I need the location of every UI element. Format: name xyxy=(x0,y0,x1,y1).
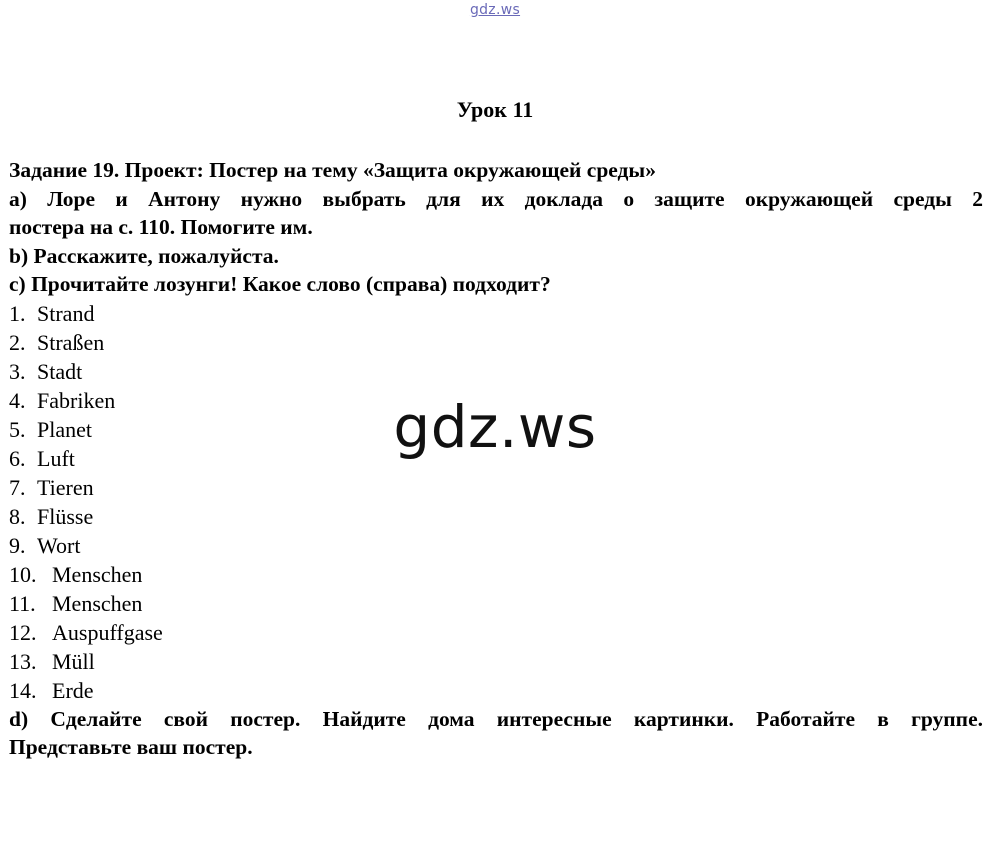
item-word: Tieren xyxy=(37,474,94,500)
item-word: Strand xyxy=(37,300,95,326)
list-item xyxy=(9,502,983,531)
item-word: Menschen xyxy=(52,561,143,587)
item-number: 11. xyxy=(9,590,36,616)
item-number: 12. xyxy=(9,619,37,645)
item-number: 2. xyxy=(9,329,26,355)
list-item xyxy=(9,473,983,502)
list-item xyxy=(9,676,983,705)
item-number: 13. xyxy=(9,648,37,674)
part-c: c) Прочитайте лозунги! Какое слово (справа) подходит? xyxy=(9,272,551,296)
item-word: Stadt xyxy=(37,358,83,384)
item-word: Wort xyxy=(37,532,81,558)
item-number: 5. xyxy=(9,416,26,442)
part-d-line-1: d) Сделайте свой постер. Найдите дома интересные картинки. Работайте в группе. xyxy=(9,706,983,731)
task-heading: Задание 19. Проект: Постер на тему «Защита окружающей среды» xyxy=(9,158,656,182)
item-number: 14. xyxy=(9,677,37,703)
item-number: 7. xyxy=(9,474,26,500)
item-word: Straßen xyxy=(37,329,105,355)
item-number: 4. xyxy=(9,387,26,413)
part-b: b) Расскажите, пожалуйста. xyxy=(9,243,279,268)
answer-list xyxy=(9,299,983,705)
item-word: Erde xyxy=(52,677,94,703)
item-number: 9. xyxy=(9,532,26,558)
list-item xyxy=(9,357,983,386)
item-number: 3. xyxy=(9,358,26,384)
list-item xyxy=(9,647,983,676)
list-item xyxy=(9,618,983,647)
list-item xyxy=(9,589,983,618)
item-word: Fabriken xyxy=(37,387,116,413)
item-word: Flüsse xyxy=(37,503,94,529)
item-number: 6. xyxy=(9,445,26,471)
list-item xyxy=(9,531,983,560)
part-a-line-2: постера на с. 110. Помогите им. xyxy=(9,215,313,239)
item-word: Luft xyxy=(37,445,75,471)
watermark-center: gdz.ws xyxy=(393,393,597,461)
item-word: Auspuffgase xyxy=(52,619,163,645)
item-number: 10. xyxy=(9,561,37,587)
part-a-line-1: a) Лоре и Антону нужно выбрать для их доклада о защите окружающей среды 2 xyxy=(9,186,983,211)
item-word: Planet xyxy=(37,416,92,442)
lesson-title: Урок 11 xyxy=(456,97,534,122)
list-item xyxy=(9,560,983,589)
watermark-top: gdz.ws xyxy=(469,2,521,18)
item-word: Müll xyxy=(52,648,95,674)
item-number: 8. xyxy=(9,503,26,529)
item-word: Menschen xyxy=(52,590,143,616)
part-d-line-2: Представьте ваш постер. xyxy=(9,735,253,759)
list-item xyxy=(9,328,983,357)
list-item xyxy=(9,299,983,328)
item-number: 1. xyxy=(9,300,26,326)
